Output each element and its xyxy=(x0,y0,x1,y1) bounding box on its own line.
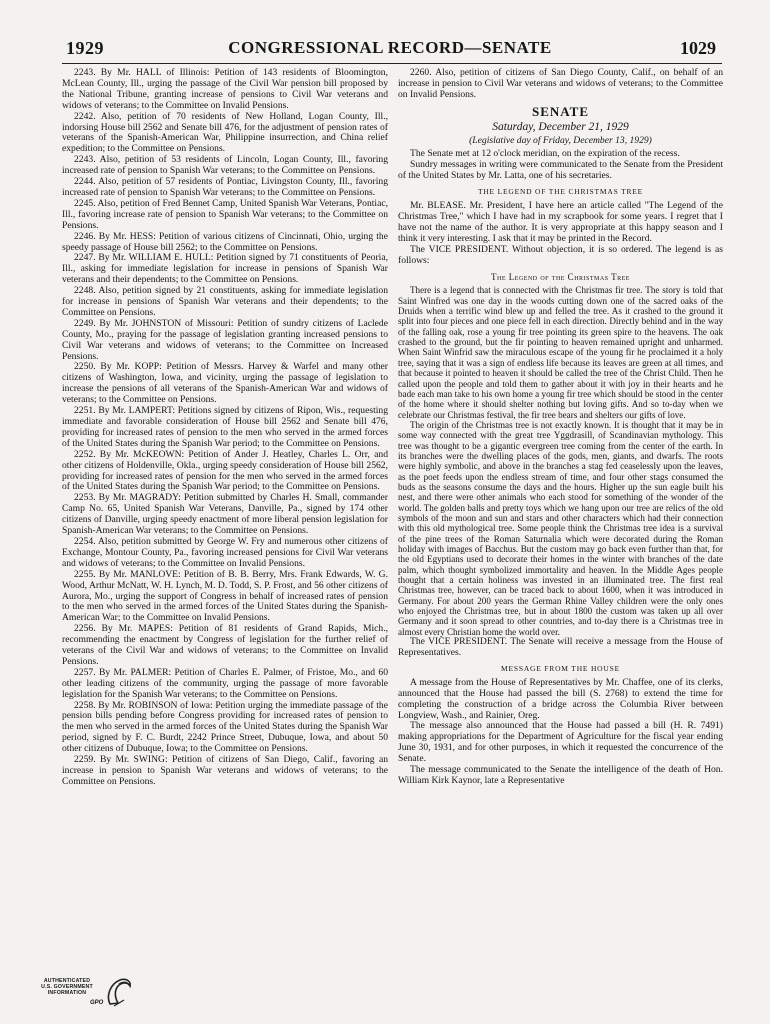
left-para: 2256. By Mr. MAPES: Petition of 81 residents of Grand Rapids, Mich., recommending the enactment by Congress of legislation for the further relief of veterans of the Civil War and widows of veterans; to the Committee on Invalid Pensions. xyxy=(62,623,388,667)
left-para: 2254. Also, petition submitted by George W. Fry and numerous other citizens of Exchange, Montour County, Pa., favoring increased pensions for Civil War veterans and widows of veterans; to the Committee on Invalid Pensions. xyxy=(62,535,388,569)
left-para: 2255. By Mr. MANLOVE: Petition of B. B. Berry, Mrs. Frank Edwards, W. G. Wood, Arthur McNatt, W. H. Lynch, M. D. Todd, S. P. Frost, and 56 other citizens of Aurora, Mo., urging the support of Congress in behalf of increased rates of pension to the men who served in the armed forces of the United States during the Spanish-American War; to the Committee on Invalid Pensions. xyxy=(62,568,388,624)
heading-legend-smallcaps: The Legend of the Christmas Tree xyxy=(491,271,630,282)
left-para: 2246. By Mr. HESS: Petition of various citizens of Cincinnati, Ohio, urging the speedy passage of House bill 2562; to the Committee on Pensions. xyxy=(62,230,388,253)
eagle-icon xyxy=(104,976,134,1010)
legend-para: The origin of the Christmas tree is not exactly known. It is thought that it may be in some way connected with the great tree Yggdrasill, of Scandinavian mythology. This tree was thought to be a gigantic evergreen tree coming from the center of the earth. In its branches were the dwelling places of the gods, men, giants, and dwarfs. The roots were highly symbolic, and above in the branches a stag fed ceaselessly upon the leaves, as the poet feeds upon the endless stream of time, and four other stags consumed the buds as the seasons consume the days and the hours. Higher up the sun eagle built his nest, and there were other animals who each stood for something of the wonder of the world. The golden balls and pretty toys which we hang upon our tree are relics of the old symbols of the moon and sun and stars and other characters which had their connection with this old mythological tree. Some people think the Christmas tree idea is a survival of the pine trees of the Roman Saturnalia which were decorated during the Roman holiday with images of Bacchus. But the custom may go back even further than that, for the old Egyptians used to decorate their homes in the winter with branches of the date palm, which thought symbolized immortality and heaven. In the Middle Ages people thought that a certain holiness was invested in an illuminated tree. The first real Christmas tree, however, can be traced back to about 1600, when it was introduced in Germany. For about 200 years the German Rhine Valley children were the only ones who enjoyed the Christmas tree, but in about 1800 the custom was taken up all over Germany and it soon spread to other countries, and to-day there is a Christmas tree in almost every Christian home the world over. xyxy=(398,419,723,637)
right-opening-para: 2260. Also, petition of citizens of San Diego County, Calif., on behalf of an increase in pension to Civil War veterans and widows of veterans; to the Committee on Invalid Pensions. xyxy=(398,68,723,100)
left-para: 2244. Also, petition of 57 residents of Pontiac, Livingston County, Ill., favoring increased rate of pension to Spanish War veterans; to the Committee on Pensions. xyxy=(62,176,388,198)
seal-line: AUTHENTICATED xyxy=(43,978,91,984)
seal-line: U.S. GOVERNMENT xyxy=(41,984,93,990)
gpo-authentication-seal xyxy=(32,976,142,1016)
left-para: 2243. By Mr. HALL of Illinois: Petition of 143 residents of Bloomington, McLean County, Ill., urging the passage of the Civil War pension bill proposed by the National Tribune, granting increase of pensions to Civil War veterans and widows of veterans; to the Committee on Invalid Pensions. xyxy=(62,68,388,111)
right-para: The VICE PRESIDENT. The Senate will receive a message from the House of Representatives. xyxy=(398,636,723,658)
left-para: 2248. Also, petition signed by 21 constituents, asking for immediate legislation for increase in pensions of Spanish War veterans and their dependents; to the Committee on Pensions. xyxy=(62,285,388,318)
right-para: The message also announced that the House had passed a bill (H. R. 7491) making appropriations for the Department of Agriculture for the fiscal year ending June 30, 1931, and for other purposes, in which it requested the concurrence of the Senate. xyxy=(398,720,723,765)
page-header xyxy=(58,38,722,64)
header-page-number: 1029 xyxy=(680,38,716,58)
left-para: 2245. Also, petition of Fred Bennet Camp, United Spanish War Veterans, Pontiac, Ill., favoring increase rate of pension to Spanish War veterans; to the Committee on Pensions. xyxy=(62,197,388,231)
left-para: 2250. By Mr. KOPP: Petition of Messrs. Harvey & Warfel and many other citizens of Washington, Iowa, and vicinity, urging the passage of legislation to increase the pensions of all veterans of the Spanish-American War and widows of veterans; to the Committee on Pensions. xyxy=(62,361,388,406)
header-rule xyxy=(62,63,722,64)
left-column xyxy=(62,68,388,956)
right-para: Mr. BLEASE. Mr. President, I have here an article called "The Legend of the Christmas Tree," which I have had in my scrapbook for some years. I regret that I have not the name of the author. It is very appropriate at this happy season and I think it very interesting. I ask that it may be printed in the Record. xyxy=(398,200,723,244)
left-para: 2259. By Mr. SWING: Petition of citizens of San Diego, Calif., favoring an increase in pension to Spanish War veterans and widows of veterans; to the Committee on Pensions. xyxy=(62,754,388,787)
left-para: 2249. By Mr. JOHNSTON of Missouri: Petition of sundry citizens of Laclede County, Mo., praying for the passage of legislation granting increased pensions to Civil War veterans and widows of veterans; to the Committee on Increased Pensions. xyxy=(62,317,388,362)
right-para: The VICE PRESIDENT. Without objection, it is so ordered. The legend is as follows: xyxy=(398,243,723,266)
right-column xyxy=(398,68,723,956)
right-para: A message from the House of Representatives by Mr. Chaffee, one of its clerks, announced that the House had passed the bill (S. 2768) to extend the time for completing the construction of a bridge across the Columbia River between Longview, Wash., and Rainier, Oreg. xyxy=(398,676,723,721)
section-date-text: Saturday, December 21, 1929 xyxy=(492,120,629,133)
heading-message: MESSAGE FROM THE HOUSE xyxy=(501,663,620,673)
right-para: The message communicated to the Senate the intelligence of the death of Hon. William Kirk Kaynor, late a Representative xyxy=(398,764,723,786)
left-para: 2243. Also, petition of 53 residents of Lincoln, Logan County, Ill., favoring increased rate of pension to Spanish War veterans; to the Committee on Pensions. xyxy=(62,154,388,177)
section-date xyxy=(398,122,723,133)
right-para: Sundry messages in writing were communicated to the Senate from the President of the United States by Mr. Latta, one of his secretaries. xyxy=(398,159,723,182)
header-title: CONGRESSIONAL RECORD—SENATE xyxy=(228,38,552,57)
left-para: 2242. Also, petition of 70 residents of New Holland, Logan County, Ill., indorsing House bill 2562 and Senate bill 476, for the adjustment of pension rates of veterans of the Spanish-American War, Philippine insurrection, and China relief expedition; to the Committee on Pensions. xyxy=(62,110,388,155)
legislative-day: (Legislative day of Friday, December 13, 1929) xyxy=(469,134,652,146)
right-para: The Senate met at 12 o'clock meridian, on the expiration of the recess. xyxy=(410,148,680,160)
section-title: SENATE xyxy=(531,103,590,119)
left-para: 2251. By Mr. LAMPERT: Petitions signed by citizens of Ripon, Wis., requesting immediate and favorable consideration of House bill 2562 and Senate bill 476, providing for increased rates of pension to the men who served in the armed forces of the United States during the Spanish War period; to the Committee on Pensions. xyxy=(62,405,388,449)
seal-line: INFORMATION xyxy=(47,990,87,996)
heading-legend: THE LEGEND OF THE CHRISTMAS TREE xyxy=(477,187,644,197)
left-para: 2258. By Mr. ROBINSON of Iowa: Petition urging the immediate passage of the pension bills pending before Congress providing for increased rates of pension to the men who served in the armed forces of the United States during the Spanish War period, signed by F. C. Burdt, 2242 Prince Street, Dubuque, Iowa, and about 50 other citizens of Dubuque, Iowa; to the Committee on Pensions. xyxy=(62,699,388,755)
legend-para: There is a legend that is connected with the Christmas fir tree. The story is told that Saint Winfred was one day in the woods cutting down one of the sacred oaks of the Druids when a terrific wind blew up and felled the tree. As it crashed to the ground it split into four pieces and one piece fell in each direction. Directly behind and in the way of the falling oak, rose a young fir tree pointing its green spire to the heavens. The oak crashed to the ground, but the fir pointing to heaven remained upright and unharmed. When Saint Winfrid saw the miraculous escape of the young fir he proclaimed it a holy tree, saying that it was a sign of endless life because its leaves are green at all times, and that because it pointed to heaven it should be called the tree of the Christ Child. Then he called upon the people and told them to gather about it with joy in their hearts and he bade each man take to his own home a young fir tree which should be stood in the center of the home where it should shelter nothing but loving gifts. And so to-day when we celebrate our Christmas festival, the fir tree bears and shelters our gifts of love. xyxy=(398,285,723,420)
left-para: 2257. By Mr. PALMER: Petition of Charles E. Palmer, of Fristoe, Mo., and 60 other leading citizens of the community, urging the passage of more favorable legislation for the Spanish War veterans; to the Committee on Pensions. xyxy=(62,666,388,700)
left-para: 2247. By Mr. WILLIAM E. HULL: Petition signed by 71 constituents of Peoria, Ill., asking for immediate legislation for increase in pensions of Spanish War veterans and their dependents; to the Committee on Pensions. xyxy=(62,252,388,286)
seal-text xyxy=(32,978,102,996)
left-para: 2253. By Mr. MAGRADY: Petition submitted by Charles H. Small, commander Camp No. 65, United Spanish War Veterans, Danville, Pa., signed by 174 other citizens of Danville, urging speedy enactment of more liberal pension legislation for Spanish-American War veterans; to the Committee on Pensions. xyxy=(62,492,388,537)
header-year: 1929 xyxy=(66,38,104,58)
left-para: 2252. By Mr. McKEOWN: Petition of Ander J. Heatley, Charles L. Orr, and other citizens of Holdenville, Okla., urging speedy consideration of House bill 2562, providing for increased rates of pension for the men who served in the armed forces of the United States during the Spanish War period; to the Committee on Pensions. xyxy=(62,448,388,493)
seal-gpo: GPO xyxy=(90,1000,104,1006)
